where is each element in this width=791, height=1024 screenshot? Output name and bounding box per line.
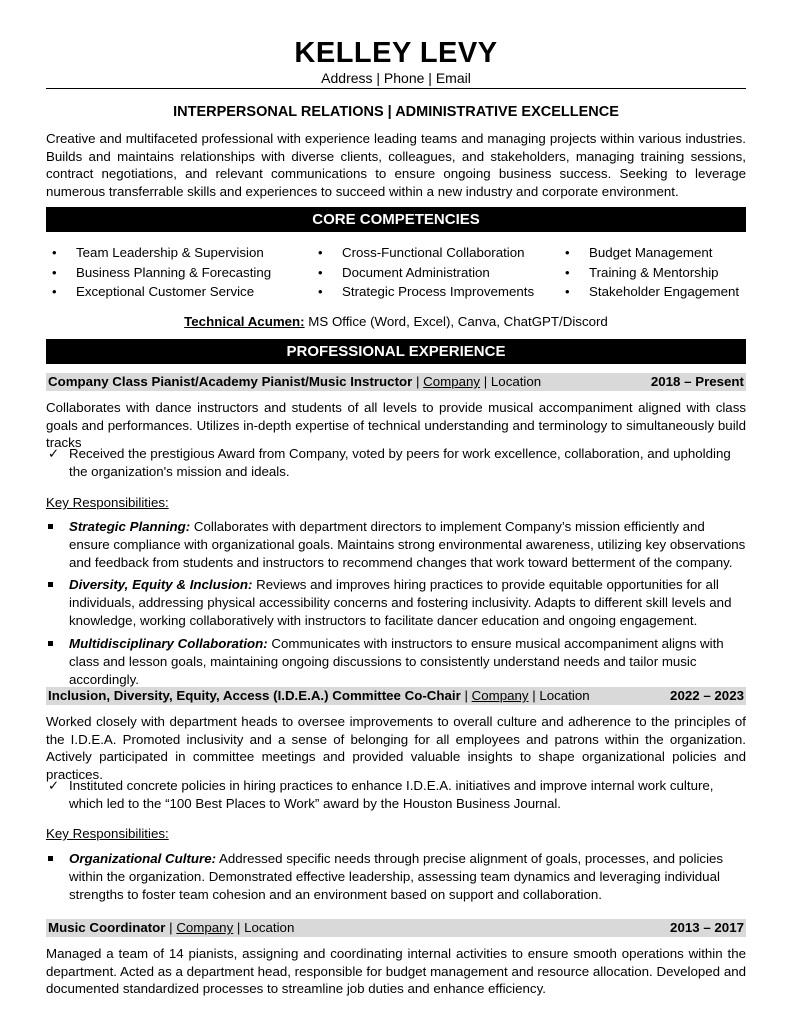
responsibility-item <box>46 635 746 689</box>
responsibility-item <box>46 518 746 572</box>
square-bullet-icon <box>48 582 53 587</box>
job-header <box>46 373 746 391</box>
responsibility-text: Reviews and improves hiring practices to provide equitable opportunities for all individuals, addressing physical accessibility concerns and fostering inclusivity. Adapts to different skill levels and knowledge, working collaboratively with instructors to facilitate dancer education and ongoing engagement. <box>69 577 732 628</box>
achievement-text: Received the prestigious Award from Company, voted by peers for work excellence, collaboration, and upholding the organization's mission and ideals. <box>69 446 731 479</box>
job-description: Collaborates with dance instructors and students of all levels to provide musical accompaniment aligned with class goals and performances. Utilizes in-depth expertise of technical understanding and terminology to simultaneously build tracks <box>46 400 746 450</box>
technical-acumen <box>46 313 746 330</box>
achievement-item <box>46 777 746 813</box>
key-responsibilities-label: Key Responsibilities: <box>46 826 169 841</box>
competency-item: • Strategic Process Improvements <box>312 282 534 302</box>
job-location: Location <box>244 920 295 935</box>
job-title: Company Class Pianist/Academy Pianist/Music Instructor <box>48 374 413 389</box>
square-bullet-icon <box>48 856 53 861</box>
job-title: Inclusion, Diversity, Equity, Access (I.D.E.A.) Committee Co-Chair <box>48 688 461 703</box>
separator: | <box>165 920 177 935</box>
candidate-name: KELLEY LEVY <box>294 37 498 69</box>
competency-item: • Document Administration <box>312 263 534 283</box>
job-location: Location <box>539 688 590 703</box>
job-dates: 2013 – 2017 <box>670 920 744 935</box>
job-title: Music Coordinator <box>48 920 166 935</box>
job-dates: 2018 – Present <box>650 374 744 389</box>
responsibility-text: Collaborates with department directors to implement Company’s mission efficiently and ensure compliance with organizational goals. Maintains strong environmental awareness, utilizing key observations and feedback from students and instructors to recommend changes that work toward betterment of the company. <box>69 519 746 570</box>
competency-item: • Cross-Functional Collaboration <box>312 243 534 263</box>
core-competencies-heading: CORE COMPETENCIES <box>46 207 746 232</box>
responsibility-item <box>46 576 746 630</box>
company-link[interactable]: Company <box>176 920 234 935</box>
competency-item: • Budget Management <box>559 243 739 263</box>
company-link[interactable]: Company <box>471 688 529 703</box>
achievement-text: Instituted concrete policies in hiring practices to enhance I.D.E.A. initiatives and improve internal work culture, which led to the “100 Best Places to Work” award by the Houston Business Journal. <box>69 778 714 811</box>
job-description: Managed a team of 14 pianists, assigning and coordinating internal activities to ensure smooth operations within the department. Acted as a department head, responsible for budget management and resource allocation. Developed and documented standardized processes to streamline job duties and enhance efficiency. <box>46 946 746 996</box>
competency-item: • Exceptional Customer Service <box>46 282 271 302</box>
job-description: Worked closely with department heads to oversee improvements to overall culture and adherence to the principles of the I.D.E.A. Promoted inclusivity and a sense of belonging for all employees and patrons within the organization. Actively participated in committee meetings and provided valuable insights to shape organizational policies and practices. <box>46 714 746 782</box>
square-bullet-icon <box>48 641 53 646</box>
separator: | <box>460 688 472 703</box>
company-link[interactable]: Company <box>423 374 481 389</box>
separator: | <box>480 374 491 389</box>
summary-paragraph: Creative and multifaceted professional with experience leading teams and managing projects within various industries. Builds and maintains relationships with diverse clients, colleagues, and stakeholders, managing training sessions, contract negotiations, and relevant communications to ensure ongoing business success. Seeking to leverage numerous transferrable skills and experiences to succeed within a new industry and corporate environment. <box>46 131 746 199</box>
checkmark-icon: ✓ <box>48 446 60 461</box>
checkmark-icon: ✓ <box>48 778 60 793</box>
job-dates: 2022 – 2023 <box>670 688 744 703</box>
competencies-column-2 <box>312 243 534 302</box>
achievement-item <box>46 445 746 481</box>
separator: | <box>412 374 424 389</box>
professional-experience-heading: PROFESSIONAL EXPERIENCE <box>46 339 746 364</box>
responsibility-text: Addressed specific needs through precise alignment of goals, processes, and policies within the organization. Demonstrated effective leadership, assessing team dynamics and leveraging individual strengths to foster team cohesion and an environment based on support and collaboration. <box>69 851 724 902</box>
responsibility-lead: Strategic Planning: <box>69 519 191 534</box>
separator: | <box>528 688 540 703</box>
competency-item: • Training & Mentorship <box>559 263 739 283</box>
competency-item: • Team Leadership & Supervision <box>46 243 271 263</box>
competencies-column-3 <box>559 243 739 302</box>
key-responsibilities-label: Key Responsibilities: <box>46 495 169 510</box>
competency-item: • Business Planning & Forecasting <box>46 263 271 283</box>
competency-item: • Stakeholder Engagement <box>559 282 739 302</box>
contact-line: Address | Phone | Email <box>321 70 471 86</box>
job-header <box>46 919 746 937</box>
responsibility-text: Communicates with instructors to ensure musical accompaniment aligns with class and lesson goals, maintaining ongoing discussions to consistently understand needs and tailor music accordingly. <box>69 636 724 687</box>
responsibility-item <box>46 850 746 904</box>
technical-acumen-label: Technical Acumen: <box>184 314 305 329</box>
header-divider <box>46 88 746 89</box>
square-bullet-icon <box>48 524 53 529</box>
headline: INTERPERSONAL RELATIONS | ADMINISTRATIVE EXCELLENCE <box>173 104 619 120</box>
job-location: Location <box>490 374 542 389</box>
competencies-column-1 <box>46 243 271 302</box>
responsibility-lead: Multidisciplinary Collaboration: <box>69 636 268 651</box>
responsibility-lead: Organizational Culture: <box>69 851 217 866</box>
technical-acumen-value: MS Office (Word, Excel), Canva, ChatGPT/Discord <box>304 314 608 329</box>
separator: | <box>233 920 245 935</box>
job-header <box>46 687 746 705</box>
responsibility-lead: Diversity, Equity & Inclusion: <box>69 577 253 592</box>
